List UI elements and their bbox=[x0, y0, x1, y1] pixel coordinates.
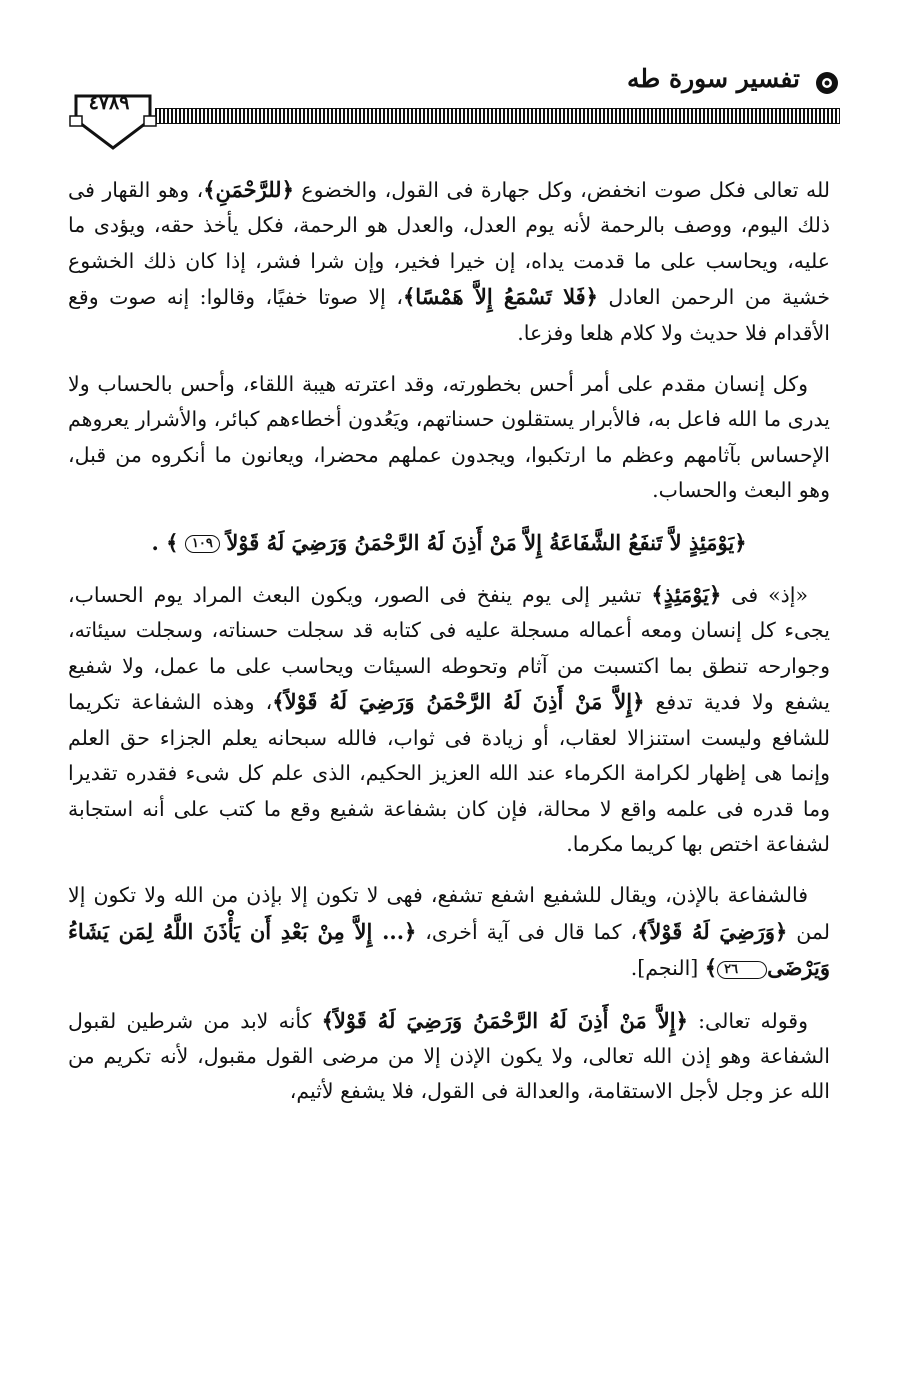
verse-close: ﴾ . bbox=[151, 529, 179, 555]
paragraph-text: ، كما قال فى آية أخرى، bbox=[416, 919, 638, 944]
flower-ornament-icon bbox=[814, 70, 840, 96]
verse-line bbox=[68, 525, 830, 561]
paragraph-text: كأنه لابد من شرطين لقبول الشفاعة وهو إذن الله تعالى، ولا يكون الإذن إلا من مرضى القول مقبول، لأنه تكريم من الله عز وجل لأجل الاستقامة، والعدالة فى القول، فلا يشفع لأثيم، bbox=[68, 1008, 830, 1104]
quran-quote: ﴿إِلاَّ مَنْ أَذِنَ لَهُ الرَّحْمَنُ وَرَضِيَ لَهُ قَوْلاً﴾ bbox=[272, 689, 645, 715]
paragraph-text: وقوله تعالى: bbox=[687, 1008, 808, 1033]
paragraph-text: «إذ» فى bbox=[721, 583, 809, 608]
quran-quote: ﴿للرَّحْمَنِ﴾ bbox=[203, 177, 294, 202]
paragraph bbox=[68, 1003, 830, 1110]
paragraph bbox=[68, 878, 830, 986]
page-body bbox=[68, 172, 830, 1126]
paragraph-text: ، إلا صوتا خفيًا، وقالوا: إنه صوت وقع الأقدام فلا حديث ولا كلام هلعا وفزعا. bbox=[68, 285, 830, 345]
paragraph-text: فالشفاعة بالإذن، ويقال للشفيع اشفع تشفع، فهى لا تكون إلا بإذن من الله ولا تكون إلا لمن bbox=[68, 883, 830, 944]
page-header bbox=[60, 56, 840, 156]
page-number: ٤٧٨٩ bbox=[88, 92, 130, 114]
quran-quote: ﴿فَلا تَسْمَعُ إِلاَّ هَمْسًا﴾ bbox=[402, 284, 598, 310]
quran-quote: ﴾ bbox=[704, 955, 718, 981]
paragraph-text: ، وهذه الشفاعة تكريما للشافع وليست استنزالا لعقاب، أو زيادة فى ثواب، فالله سبحانه يعلم الجزاء حق العلم وإنما هى إظهار لكرامة الكرماء عند الله العزيز الحكيم، الذى علم كل شىء فقدره تقديرا وما قدره فى علمه واقع لا محالة، فإن كان بشفاعة شفيع وقع ما كتب على أنه استجابة لشفاعة اختص بها كريما مكرما. bbox=[68, 690, 830, 856]
paragraph bbox=[68, 367, 830, 509]
quran-quote: ﴿يَوْمَئِذٍ﴾ bbox=[651, 582, 722, 608]
paragraph-text: تشير إلى يوم ينفخ فى الصور، ويكون البعث المراد يوم الحساب، يجىء كل إنسان ومعه أعماله مسجلة عليه فى كتابه قد سجلت حسناته، وسجلت سيئاته، وجوارحه تنطق بما اكتسبت من آثام وتحوطه السيئات ويحاسب على ما عمل، ولا شفيع يشفع ولا فدية تدفع bbox=[68, 583, 830, 715]
paragraph bbox=[68, 172, 830, 351]
paragraph-text: وكل إنسان مقدم على أمر أحس بخطورته، وقد اعترته هيبة اللقاء، وأحس بالحساب ولا يدرى ما الله فاعل به، فالأبرار يستقلون حسناتهم، ويَعُدون أخطاءهم كبائر، والأشرار يعروهم الإحساس بآثامهم وعظم ما ارتكبوا، ويجدون عملهم محضرا، ويعانون ما أنكروه من قبل، وهو البعث والحساب. bbox=[68, 372, 830, 503]
paragraph-text: [النجم]. bbox=[630, 956, 705, 981]
quran-quote: ﴿وَرَضِيَ لَهُ قَوْلاً﴾ bbox=[637, 918, 788, 944]
paragraph bbox=[68, 577, 830, 862]
header-rule bbox=[155, 108, 840, 124]
ayah-number: ١٠٩ bbox=[185, 535, 220, 553]
paragraph-text: لله تعالى فكل صوت انخفض، وكل جهارة فى القول، والخضوع bbox=[293, 178, 830, 202]
quran-quote: ﴿... إِلاَّ مِنْ بَعْدِ أَن يَأْذَنَ اللَّهُ لِمَن يَشَاءُ وَيَرْضَى bbox=[68, 918, 830, 981]
quran-quote: ﴿إِلاَّ مَنْ أَذِنَ لَهُ الرَّحْمَنُ وَرَضِيَ لَهُ قَوْلاً﴾ bbox=[321, 1007, 688, 1033]
verse-text: ﴿يَوْمَئِذٍ لاَّ تَنفَعُ الشَّفَاعَةُ إِلاَّ مَنْ أَذِنَ لَهُ الرَّحْمَنُ وَرَضِيَ لَهُ قَوْلاً bbox=[226, 529, 747, 555]
paragraph-text: ، وهو القهار فى ذلك اليوم، ووصف بالرحمة لأنه يوم العدل، والعدل هو الرحمة، فكل يأخذ حقه، ويؤدى ما عليه، ويحاسب على ما قدمت يداه، إن خيرا فخير، وإن شرا فشر، إذا كان ذلك الخشوع خشية من الرحمن العادل bbox=[68, 178, 830, 310]
page-title: تفسير سورة طه bbox=[627, 64, 800, 93]
ayah-number: ٢٦ bbox=[717, 961, 767, 979]
